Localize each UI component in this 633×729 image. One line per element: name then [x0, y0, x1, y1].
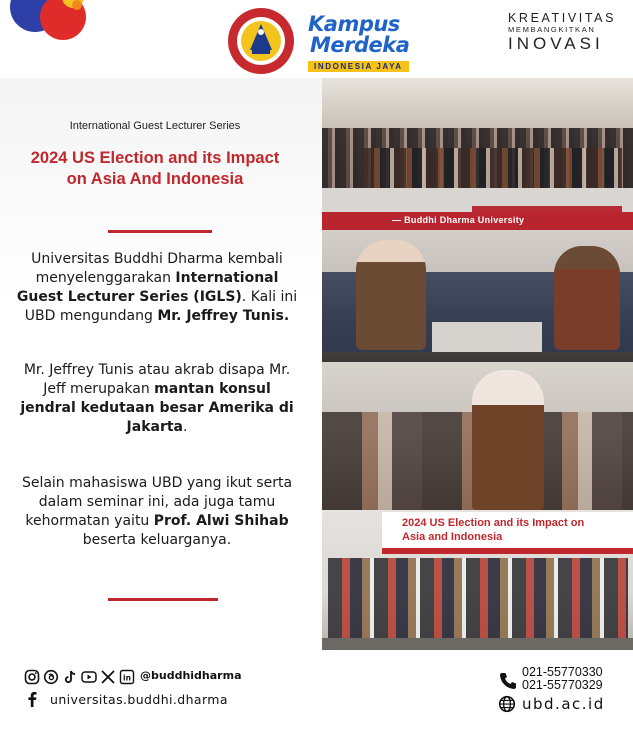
- youtube-icon[interactable]: [81, 669, 97, 685]
- website-url: ubd.ac.id: [522, 695, 605, 713]
- instagram-icon[interactable]: [24, 669, 40, 685]
- linkedin-icon[interactable]: [119, 669, 135, 685]
- kampus-line2: Merdeka: [310, 33, 410, 57]
- globe-icon: [498, 695, 516, 713]
- p2-text-a: Mr. Jeffrey Tunis atau akrab disapa Mr. Jeff merupakan: [23, 362, 291, 397]
- slogan-line2: MEMBANGKITKAN: [508, 25, 596, 34]
- facebook-icon: [24, 691, 40, 707]
- guest-in-batik: [472, 370, 544, 510]
- website-row[interactable]: [498, 695, 605, 713]
- coffee-table: [432, 322, 542, 352]
- ubd-logo: [222, 6, 300, 76]
- phone-icon: [498, 671, 518, 691]
- tiktok-icon[interactable]: [62, 669, 78, 685]
- kampus-merdeka-logo: [308, 14, 430, 74]
- social-icons: [24, 669, 135, 685]
- p3-text-c: beserta keluarganya.: [82, 532, 232, 548]
- photo-group: [322, 510, 633, 650]
- phone-numbers: [522, 666, 603, 692]
- phone-2[interactable]: 021-55770329: [522, 678, 603, 692]
- slogan-line1: KREATIVITAS: [508, 11, 617, 25]
- slogan-line3: INOVASI: [508, 34, 604, 53]
- bottom-divider: [108, 598, 218, 601]
- text-panel: [0, 78, 322, 650]
- decor-circle-orange: [72, 0, 82, 10]
- p1-text-c: . Kali ini UBD mengundang: [24, 289, 298, 324]
- p1-text-a: Universitas Buddhi Dharma kembali menyelenggarakan: [31, 251, 283, 286]
- photo-front-row: [322, 362, 633, 510]
- paragraph-guests: [14, 474, 300, 550]
- group-photo-people: [328, 558, 628, 640]
- p2-text-b: mantan konsul jendral kedutaan besar Amerika di Jakarta: [20, 381, 294, 435]
- footer: [0, 650, 633, 729]
- phone-1[interactable]: 021-55770330: [522, 665, 603, 679]
- event-banner-strip: [382, 548, 633, 554]
- photo-auditorium-crowd: [322, 78, 633, 212]
- header: [0, 0, 633, 78]
- facebook-name: universitas.buddhi.dharma: [50, 691, 228, 707]
- auditorium-ceiling: [322, 78, 633, 128]
- p1-text-d: Mr. Jeffrey Tunis.: [157, 308, 290, 324]
- event-title: 2024 US Election and its Impact on Asia And Indonesia: [30, 149, 280, 188]
- paragraph-speaker: [14, 361, 300, 437]
- speaker-right: [554, 246, 620, 350]
- p1-text-b: International Guest Lecturer Series (IGLS): [16, 270, 279, 305]
- event-banner-line2: Asia and Indonesia: [402, 531, 503, 543]
- social-handle[interactable]: @buddhidharma: [140, 669, 242, 682]
- speaker-left: [356, 240, 426, 350]
- kampus-tag: INDONESIA JAYA: [308, 61, 409, 72]
- facebook-row[interactable]: [24, 691, 228, 707]
- threads-icon[interactable]: [43, 669, 59, 685]
- p3-text-b: Prof. Alwi Shihab: [153, 513, 289, 529]
- slogan: [508, 12, 628, 53]
- p3-text-a: Selain mahasiswa UBD yang ikut serta dalam seminar ini, ada juga tamu kehormatan yaitu: [21, 475, 293, 529]
- paragraph-intro: [14, 250, 300, 326]
- stage-banner: — Buddhi Dharma University: [322, 212, 633, 230]
- stage-floor: [322, 638, 633, 650]
- event-banner-line1: 2024 US Election and its Impact on: [402, 517, 585, 529]
- x-icon[interactable]: [100, 669, 116, 685]
- title-divider: [108, 230, 212, 233]
- svg-text:in: in: [123, 673, 131, 683]
- kampus-line1: Kampus: [308, 12, 400, 36]
- photo-collage: [322, 78, 633, 650]
- event-banner: [382, 512, 633, 552]
- photo-speaker-sofa: [322, 212, 633, 362]
- series-label: International Guest Lecturer Series: [69, 120, 241, 132]
- p2-text-c: .: [183, 419, 188, 435]
